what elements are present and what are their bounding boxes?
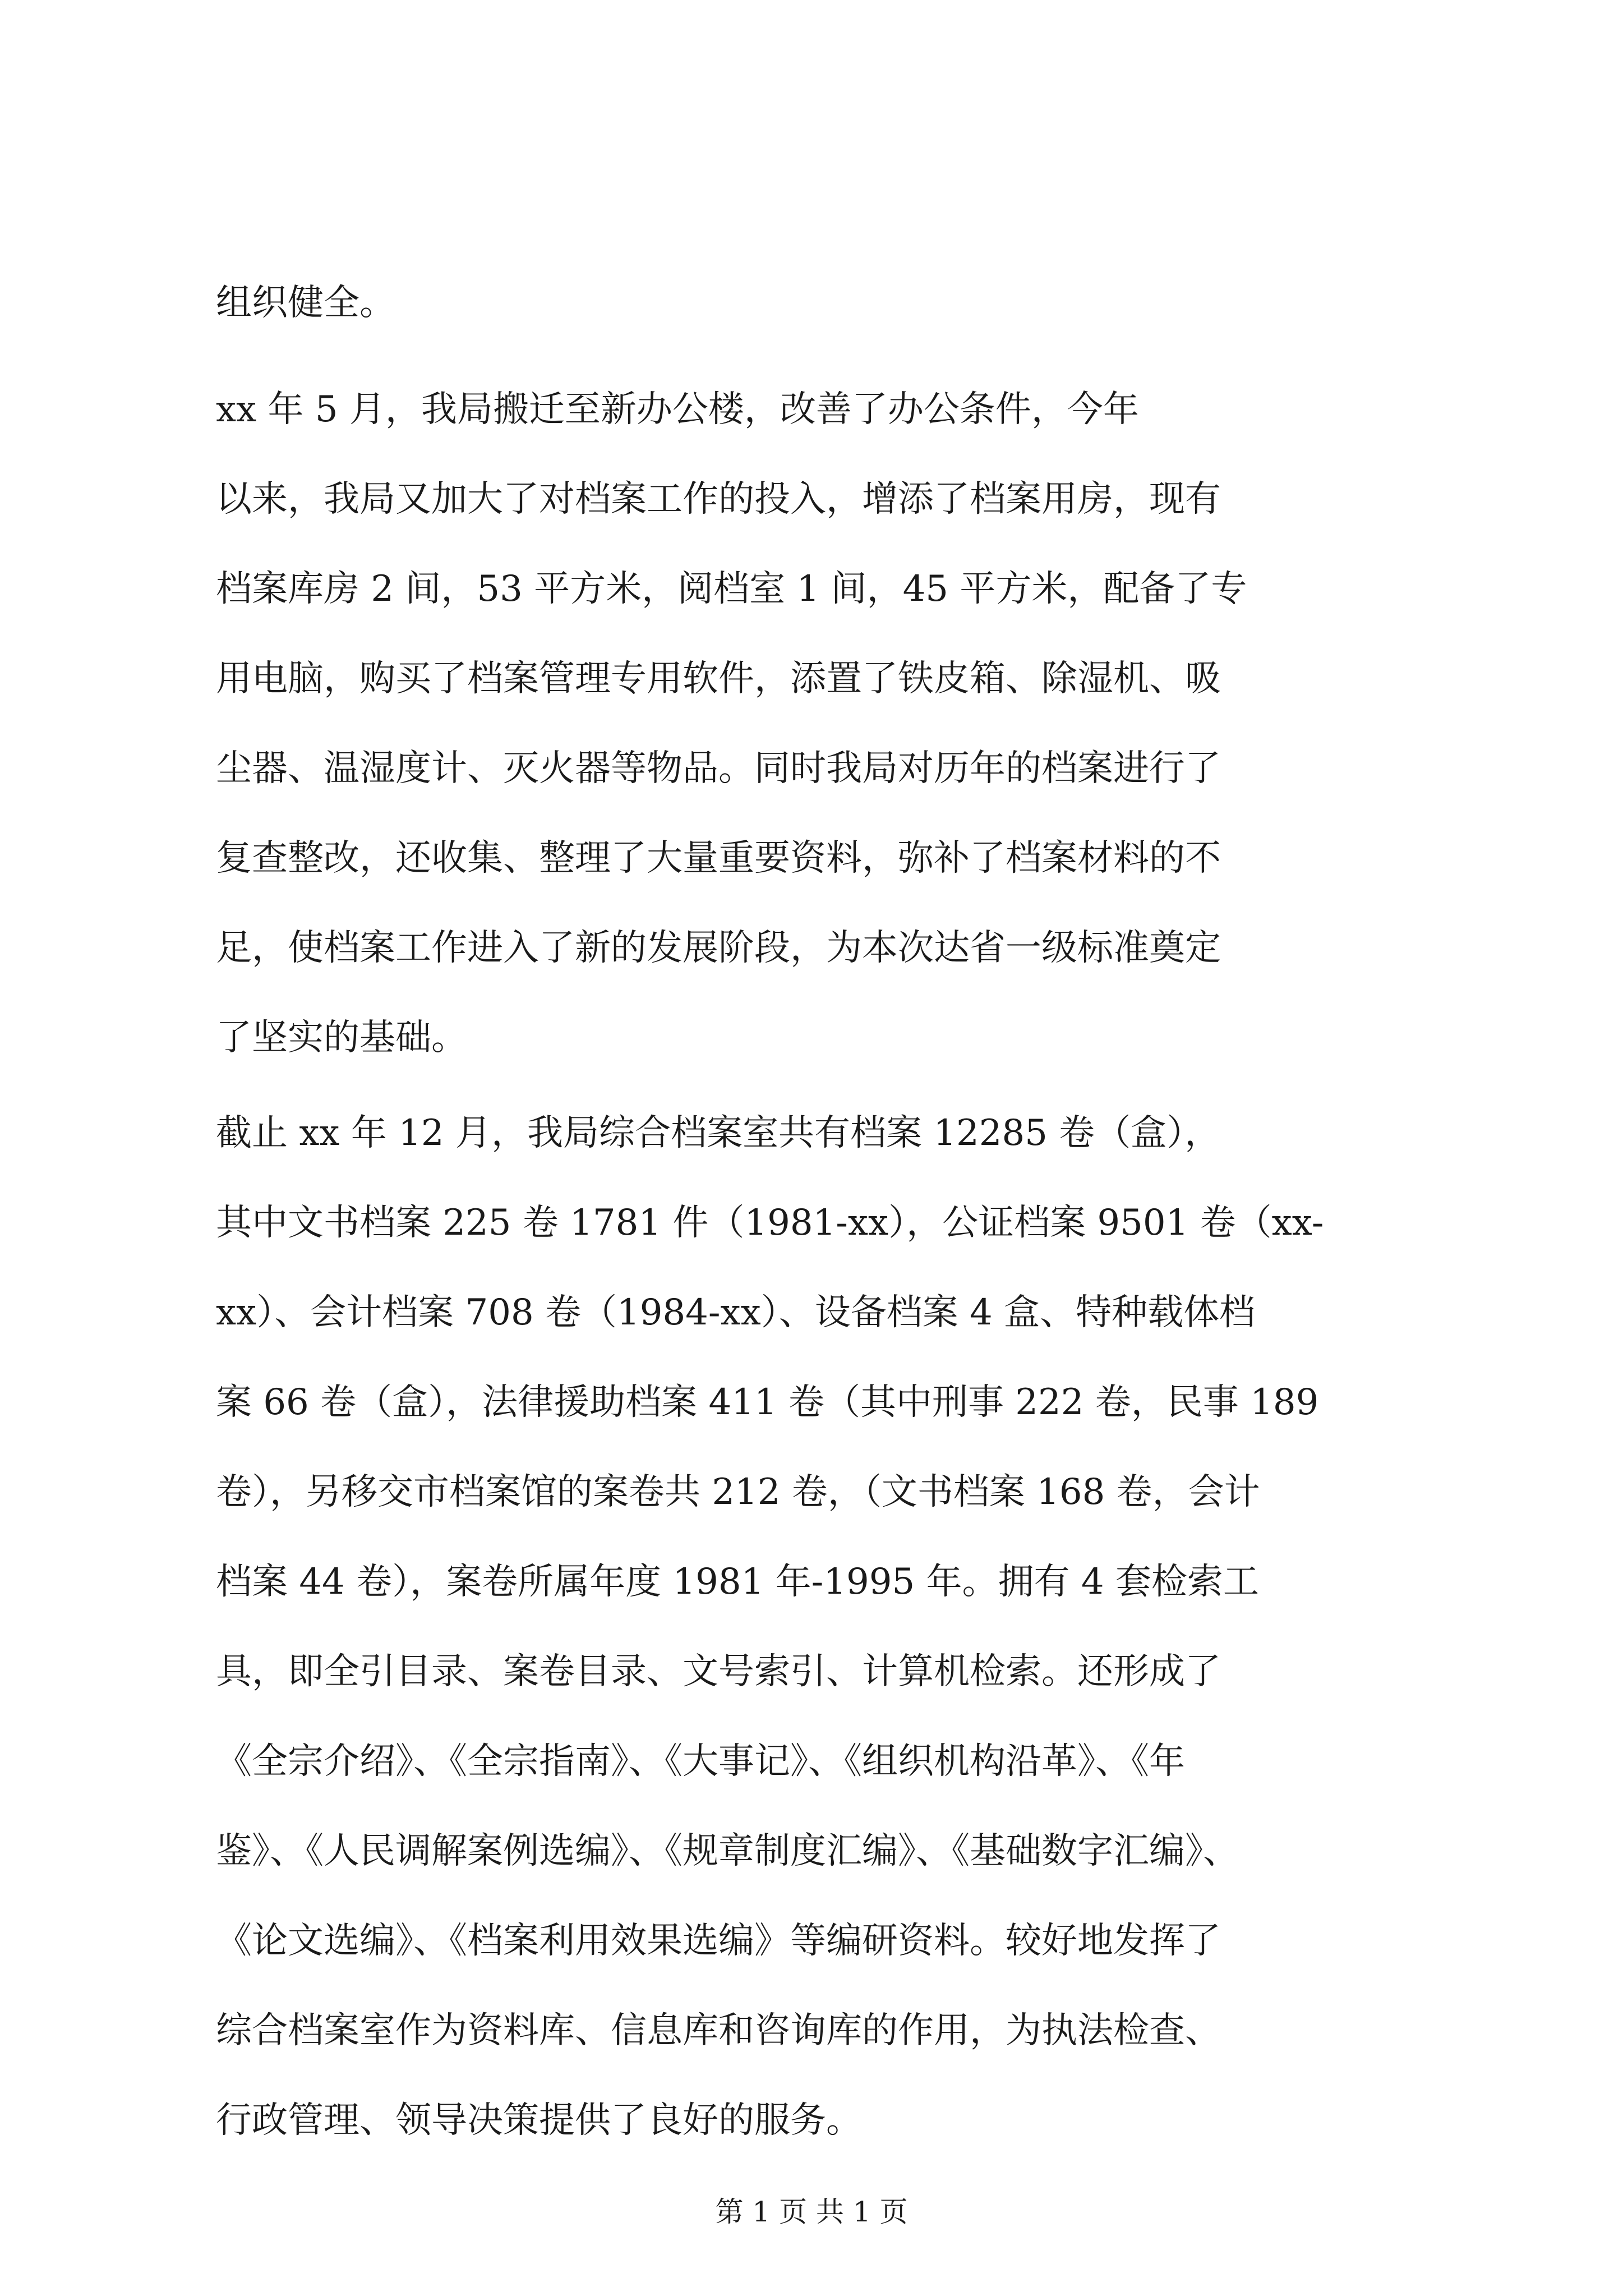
- text-line: 综合档案室作为资料库、信息库和咨询库的作用，为执法检查、: [216, 2010, 1221, 2051]
- text-line: 《论文选编》、《档案利用效果选编》等编研资料。较好地发挥了: [216, 1920, 1221, 1962]
- text-line: 具，即全引目录、案卷目录、文号索引、计算机检索。还形成了: [216, 1651, 1221, 1692]
- text-line: 《全宗介绍》、《全宗指南》、《大事记》、《组织机构沿革》、《年: [216, 1741, 1185, 1782]
- text-line: 用电脑，购买了档案管理专用软件，添置了铁皮箱、除湿机、吸: [216, 658, 1221, 700]
- text-line: 档案 44 卷），案卷所属年度 1981 年-1995 年。拥有 4 套检索工: [216, 1561, 1259, 1603]
- text-line: 了坚实的基础。: [216, 1017, 467, 1059]
- text-line: 行政管理、领导决策提供了良好的服务。: [216, 2100, 862, 2141]
- text-line: 组织健全。: [216, 282, 395, 324]
- text-line: xx 年 5 月，我局搬迁至新办公楼，改善了办公条件，今年: [216, 389, 1139, 430]
- text-line: 其中文书档案 225 卷 1781 件（1981-xx），公证档案 9501 卷（xx-: [216, 1202, 1324, 1244]
- page-footer: 第 1 页 共 1 页: [715, 2196, 908, 2228]
- text-line: 复查整改，还收集、整理了大量重要资料，弥补了档案材料的不: [216, 838, 1221, 879]
- text-line: 足，使档案工作进入了新的发展阶段，为本次达省一级标准奠定: [216, 927, 1221, 969]
- text-line: 案 66 卷（盒），法律援助档案 411 卷（其中刑事 222 卷，民事 189: [216, 1382, 1319, 1423]
- text-line: 尘器、温湿度计、灭火器等物品。同时我局对历年的档案进行了: [216, 748, 1221, 789]
- text-line: 档案库房 2 间，53 平方米，阅档室 1 间，45 平方米，配备了专: [216, 568, 1247, 610]
- text-line: xx）、会计档案 708 卷（1984-xx）、设备档案 4 盒、特种载体档: [216, 1292, 1256, 1333]
- text-line: 卷），另移交市档案馆的案卷共 212 卷，（文书档案 168 卷，会计: [216, 1471, 1260, 1513]
- text-line: 以来，我局又加大了对档案工作的投入，增添了档案用房，现有: [216, 478, 1221, 520]
- text-line: 截止 xx 年 12 月，我局综合档案室共有档案 12285 卷（盒），: [216, 1112, 1221, 1154]
- text-line: 鉴》、《人民调解案例选编》、《规章制度汇编》、《基础数字汇编》、: [216, 1830, 1239, 1872]
